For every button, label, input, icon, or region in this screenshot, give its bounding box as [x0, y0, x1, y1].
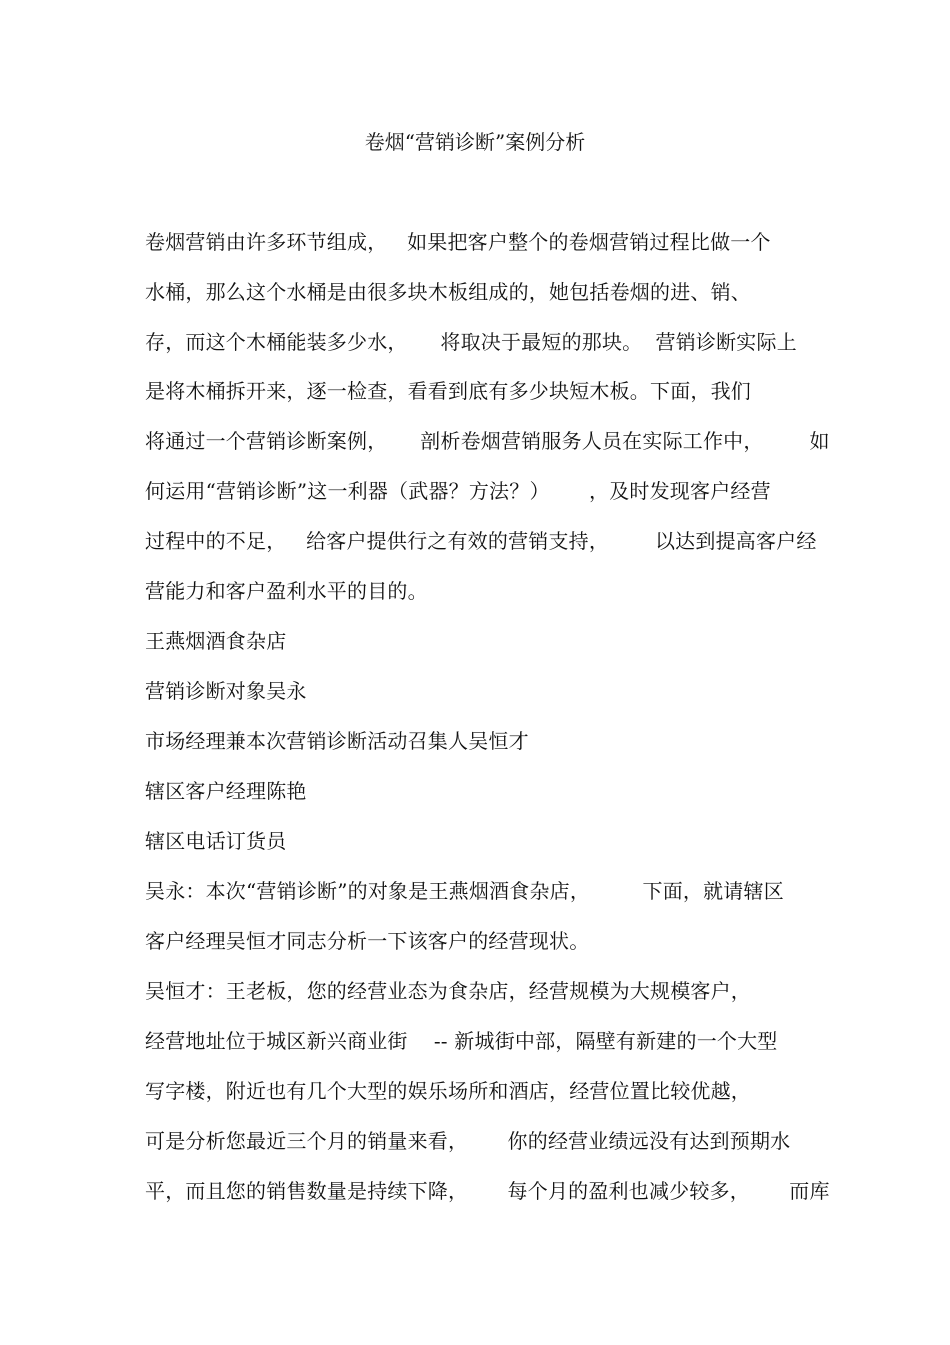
paragraph-line: 何运用“营销诊断”这一利器（武器？方法？） ，及时发现客户经营: [145, 479, 771, 503]
convener-line: 市场经理兼本次营销诊断活动召集人吴恒才: [145, 729, 529, 753]
account-manager-line: 辖区客户经理陈艳: [145, 779, 307, 803]
dialogue-line: 经营地址位于城区新兴商业街 -- 新城街中部，隔壁有新建的一个大型: [145, 1029, 778, 1053]
dialogue-line: 客户经理吴恒才同志分析一下该客户的经营现状。: [145, 929, 590, 953]
paragraph-line: 将通过一个营销诊断案例， 剖析卷烟营销服务人员在实际工作中， 如: [145, 429, 830, 453]
dialogue-line: 写字楼，附近也有几个大型的娱乐场所和酒店，经营位置比较优越，: [145, 1079, 751, 1103]
dialogue-line: 平，而且您的销售数量是持续下降， 每个月的盈利也减少较多， 而库: [145, 1179, 830, 1203]
paragraph-line: 营能力和客户盈利水平的目的。: [145, 579, 428, 603]
store-name-line: 王燕烟酒食杂店: [145, 629, 287, 653]
paragraph-line: 过程中的不足， 给客户提供行之有效的营销支持， 以达到提高客户经: [145, 529, 817, 553]
diagnosis-subject-line: 营销诊断对象吴永: [145, 679, 307, 703]
document-title: 卷烟“营销诊断”案例分析: [364, 130, 586, 154]
dialogue-line: 可是分析您最近三个月的销量来看， 你的经营业绩远没有达到预期水: [145, 1129, 791, 1153]
dialogue-line: 吴恒才：王老板，您的经营业态为食杂店，经营规模为大规模客户，: [145, 979, 751, 1003]
paragraph-line: 是将木桶拆开来，逐一检查，看看到底有多少块短木板。下面，我们: [145, 379, 751, 403]
paragraph-line: 存，而这个木桶能装多少水， 将取决于最短的那块。 营销诊断实际上: [145, 330, 797, 354]
paragraph-line: 水桶，那么这个水桶是由很多块木板组成的，她包括卷烟的进、销、: [145, 280, 751, 304]
paragraph-line: 卷烟营销由许多环节组成， 如果把客户整个的卷烟营销过程比做一个: [145, 230, 771, 254]
order-clerk-line: 辖区电话订货员: [145, 829, 287, 853]
dialogue-line: 吴永：本次“营销诊断”的对象是王燕烟酒食杂店， 下面，就请辖区: [145, 879, 784, 903]
